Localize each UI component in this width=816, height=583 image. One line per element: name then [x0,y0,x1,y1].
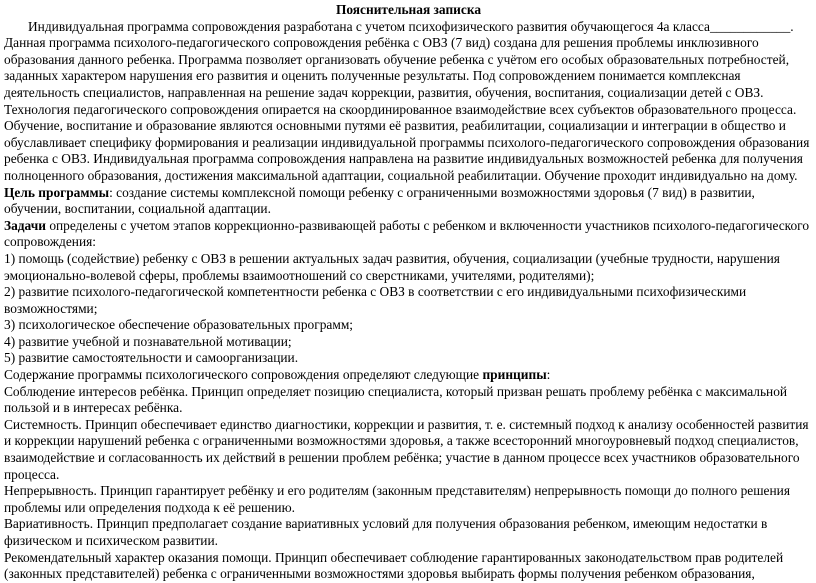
principles-intro-paragraph [4,367,813,384]
task-item-3: 3) психологическое обеспечение образовательных программ; [4,317,354,333]
principle-item-5: Рекомендательный характер оказания помощи. Принцип обеспечивает соблюдение гарантированных законодательством прав родителей (законных представителей) ребенка с ограниченными возможностями здоровья выбирать формы получения ребенком образования, [4,549,784,582]
intro-paragraph-1: Индивидуальная программа сопровождения разработана с учетом психофизического развития обучающегося 4а класса____________. [28,18,794,34]
principles-colon: : [546,367,551,383]
principle-item-1: Соблюдение интересов ребёнка. Принцип определяет позицию специалиста, который призван решать проблему ребёнка с максимальной пользой и в интересах ребёнка. [4,383,788,416]
tasks-text: определены с учетом этапов коррекционно-развивающей работы с ребенком и включенности участников психолого-педагогического сопровождения: [4,217,810,250]
task-item-4: 4) развитие учебной и познавательной мотивации; [4,333,292,349]
document-title: Пояснительная записка [335,2,482,17]
principle-item-3: Непрерывность. Принцип гарантирует ребёнку и его родителям (законным представителям) непрерывность помощи до полного решения проблемы или определения подхода к её решению. [4,483,790,515]
task-item-5: 5) развитие самостоятельности и самоорганизации. [4,350,299,366]
goal-paragraph [4,185,813,218]
principle-item-4: Вариативность. Принцип предполагает создание вариативных условий для получения образования ребенком, имеющим недостатки в физическом и психическом развитии. [4,516,768,548]
principles-label: принципы [482,367,547,383]
principles-intro-text: Содержание программы психологического сопровождения определяют следующие [4,367,483,383]
goal-text: : создание системы комплексной помощи ребенку с ограниченными возможностями здоровья (7 вид) в развитии, обучении, воспитании, социальной адаптации. [4,184,755,217]
intro-paragraph-2: Данная программа психолого-педагогического сопровождения ребёнка с ОВЗ (7 вид) создана для решения проблемы инклюзивного образования данного ребенка. Программа позволяет организовать обучение ребенка с учётом его особых образовательных потребностей, заданных характером нарушения его развития и оценить полученные результаты. Под сопровождением понимается комплексная деятельность специалистов, направленная на решение задач коррекции, развития, обучения, воспитания, социализации детей с ОВЗ. Технология педагогического сопровождения опирается на скоординированное взаимодействие всех субъектов образовательного процесса. Обучение, воспитание и образование являются основными путями её развития, реабилитации, социализации и интеграции в общество и обуславливает специфику формирования и реализации индивидуальной программы психолого-педагогического сопровождения образования ребенка с ОВЗ. Индивидуальная программа сопровождения направлена на развитие индивидуальных возможностей ребенка для получения полноценного образования, достижения максимальной адаптации, социальной реабилитации. Обучение проходит индивидуально на дому. [4,35,810,183]
task-item-2: 2) развитие психолого-педагогической компетентности ребенка с ОВЗ в соответствии с его индивидуальными психофизическими возможностями; [4,284,747,316]
goal-label: Цель программы [4,184,110,200]
principle-item-2: Системность. Принцип обеспечивает единство диагностики, коррекции и развития, т. е. системный подход к анализу особенностей развития и коррекции нарушений ребенка с ограниченными возможностями здоровья, а также всесторонний многоуровневый подход специалистов, взаимодействие и согласованность их действий в решении проблем ребёнка; участие в данном процессе всех участников образовательного процесса. [4,416,809,482]
task-item-1: 1) помощь (содействие) ребенку с ОВЗ в решении актуальных задач развития, обучения, социализации (учебные трудности, нарушения эмоционально-волевой сферы, проблемы взаимоотношений со сверстниками, учителями, родителями); [4,250,780,283]
tasks-paragraph [4,218,813,251]
tasks-label: Задачи [4,217,46,233]
